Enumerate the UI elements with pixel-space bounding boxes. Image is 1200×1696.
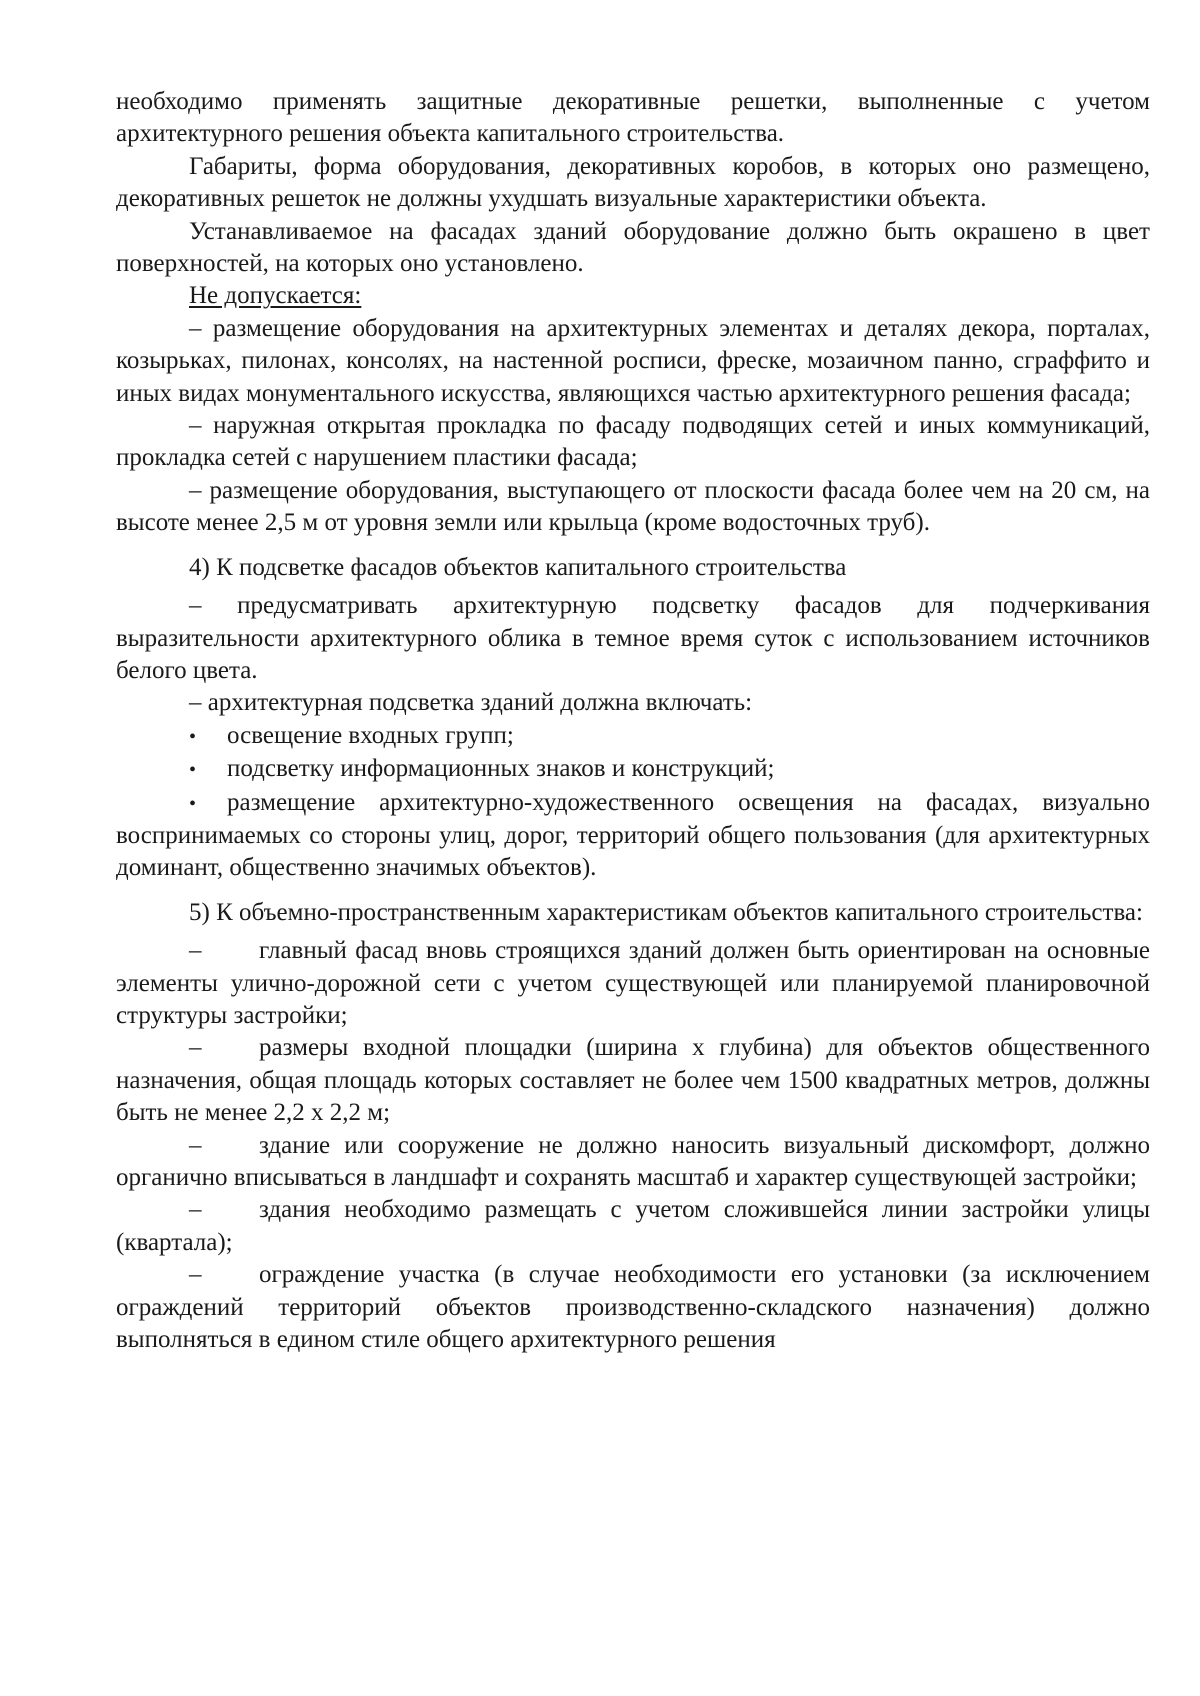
list-item: – наружная открытая прокладка по фасаду подводящих сетей и иных коммуникаций, прокладка сетей с нарушением пластики фасада; [116,412,1150,472]
dash-marker: – [189,1196,202,1224]
list-item-text: размеры входной площадки (ширина х глубина) для объектов общественного назначения, общая площадь которых составляет не более чем 1500 квадратных метров, должны быть не менее 2,2 х 2,2 м; [116,1034,1150,1127]
list-item-text: ограждение участка (в случае необходимости его установки (за исключением ограждений территорий объектов производственно-складского назначения) должно выполняться в едином стиле общего архитектурного решения [116,1261,1150,1354]
section-5-heading: 5) К объемно-пространственным характеристикам объектов капитального строительства: [189,898,1143,926]
list-item-text: здание или сооружение не должно наносить визуальный дискомфорт, должно органично вписываться в ландшафт и сохранять масштаб и характер существующей застройки; [116,1131,1150,1191]
bullet-item [116,787,1150,885]
paragraph: Габариты, форма оборудования, декоративных коробов, в которых оно размещено, декоративных решеток не должны ухудшать визуальные характеристики объекта. [116,152,1150,213]
bullet-text: освещение входных групп; [227,721,514,749]
paragraph: – архитектурная подсветка зданий должна включать: [189,689,753,717]
bullet-icon: • [189,759,197,782]
list-item: – размещение оборудования на архитектурных элементах и деталях декора, порталах, козырьках, пилонах, консолях, на настенной росписи, фреске, мозаичном панно, сграффито и иных видах монументального искусства, являющихся частью архитектурного решения фасада; [116,314,1150,407]
bullet-icon: • [189,725,197,748]
list-item: – размещение оборудования, выступающего от плоскости фасада более чем на 20 см, на высоте менее 2,5 м от уровня земли или крыльца (кроме водосточных труб). [116,476,1150,537]
list-item [116,1032,1150,1129]
dash-marker: – [189,1131,202,1159]
section-4-heading: 4) К подсветке фасадов объектов капитального строительства [189,553,847,581]
list-item [116,1259,1150,1356]
dash-marker: – [189,937,202,965]
list-item [116,1130,1150,1195]
bullet-text: подсветку информационных знаков и конструкций; [227,755,775,783]
bullet-icon: • [189,792,197,815]
bullet-item [116,753,1150,786]
paragraph: необходимо применять защитные декоративные решетки, выполненные с учетом архитектурного решения объекта капитального строительства. [116,88,1150,148]
dash-marker: – [189,1261,202,1289]
dash-marker: – [189,1034,202,1062]
document-body [116,86,1150,1356]
not-allowed-heading: Не допускается: [189,282,362,310]
paragraph: – предусматривать архитектурную подсветку фасадов для подчеркивания выразительности архитектурного облика в темное время суток с использованием источников белого цвета. [116,592,1150,684]
list-item [116,935,1150,1032]
section-heading-not-allowed [116,280,1150,312]
bullet-item [116,720,1150,753]
list-item-text: главный фасад вновь строящихся зданий должен быть ориентирован на основные элементы улично-дорожной сети с учетом существующей или планируемой планировочной структуры застройки; [116,937,1150,1029]
bullet-text: размещение архитектурно-художественного освещения на фасадах, визуально воспринимаемых со стороны улиц, дорог, территорий общего пользования (для архитектурных доминант, общественно значимых объектов). [116,788,1150,882]
list-item [116,1194,1150,1259]
paragraph: Устанавливаемое на фасадах зданий оборудование должно быть окрашено в цвет поверхностей, на которых оно установлено. [116,217,1150,278]
list-item-text: здания необходимо размещать с учетом сложившейся линии застройки улицы (квартала); [116,1196,1150,1256]
